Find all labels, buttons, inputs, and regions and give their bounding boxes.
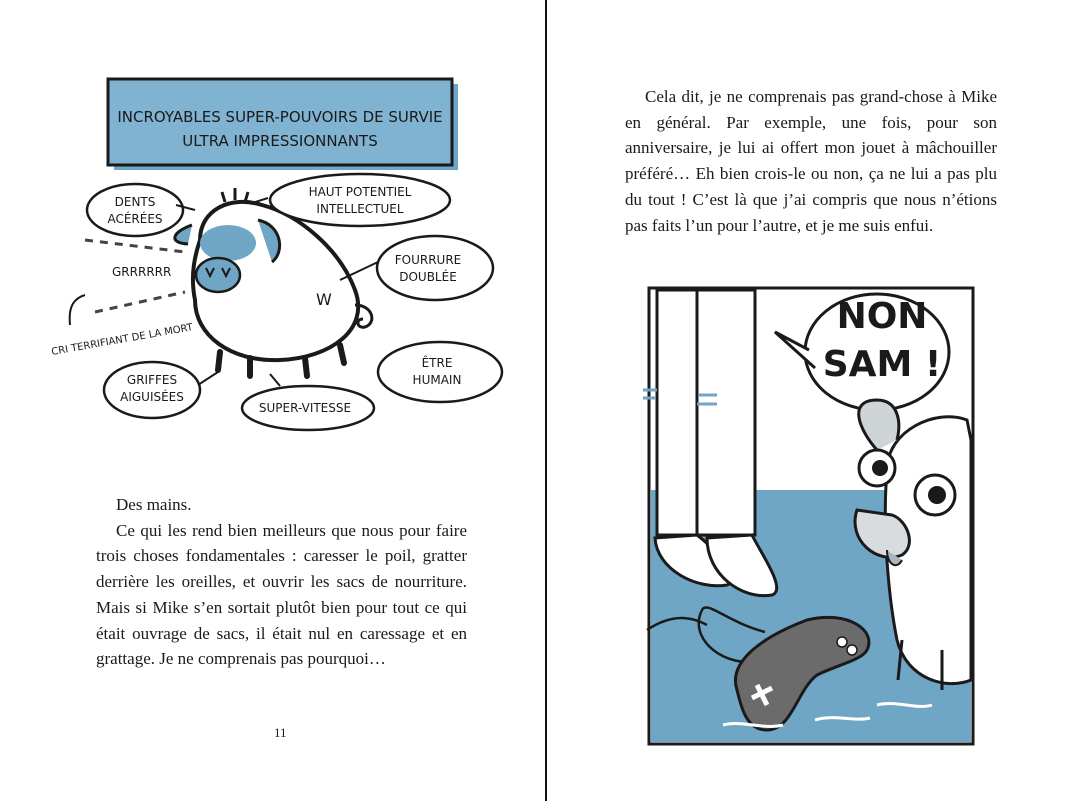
- speech-line2: SAM !: [822, 344, 942, 385]
- svg-text:FOURRURE: FOURRURE: [394, 253, 462, 267]
- label-dents-acerees: [87, 184, 195, 236]
- svg-text:HAUT POTENTIEL: HAUT POTENTIEL: [308, 185, 412, 199]
- svg-text:GRRRRRR: GRRRRRR: [112, 265, 172, 279]
- label-fourrure-doublee: [340, 236, 493, 300]
- paragraph-des-mains: Des mains.: [116, 495, 192, 514]
- illustration-title-line1: INCROYABLES SUPER-POUVOIRS DE SURVIE: [117, 108, 443, 126]
- comic-panel: [547, 280, 1092, 760]
- label-griffes-aiguisees: [104, 362, 218, 418]
- label-etre-humain: [378, 342, 502, 402]
- paragraph-cela-dit: Cela dit, je ne comprenais pas grand-chose à Mike en général. Par exemple, une fois, pour son anniversaire, je lui ai offert mon jouet à mâchouiller préféré… Eh bien crois-le ou non, ça ne lui a pas plu du tout ! C’est là que j’ai compris que nous n’étions pas faits l’un pour l’autre, et je me suis enfui.: [625, 87, 997, 235]
- label-super-vitesse: [242, 374, 374, 430]
- illustration-title-line2: ULTRA IMPRESSIONNANTS: [182, 132, 378, 150]
- svg-text:SUPER-VITESSE: SUPER-VITESSE: [258, 401, 352, 415]
- dog-fur-mark: W: [316, 290, 332, 309]
- right-page-text: [625, 84, 997, 238]
- svg-text:AIGUISÉES: AIGUISÉES: [120, 390, 184, 404]
- svg-text:INTELLECTUEL: INTELLECTUEL: [316, 202, 404, 216]
- label-grrr: [85, 240, 185, 312]
- svg-text:DOUBLÉE: DOUBLÉE: [399, 270, 457, 284]
- page-number: 11: [274, 725, 287, 740]
- svg-text:GRIFFES: GRIFFES: [126, 373, 178, 387]
- svg-text:CRI TERRIFIANT DE LA MORT: CRI TERRIFIANT DE LA MORT: [50, 322, 194, 358]
- left-page-text: [96, 492, 467, 672]
- paragraph-ce-qui: Ce qui les rend bien meilleurs que nous pour faire trois choses fondamentales : caresser le poil, gratter derrière les oreilles, et ouvrir les sacs de nourriture. Mais si Mike s’en sortait plutôt bien pour tout ce qui était ouvrage de sacs, il était nul en caressage et en grattage. Je ne comprenais pas pourquoi…: [96, 520, 467, 669]
- svg-text:ACÉRÉES: ACÉRÉES: [107, 212, 163, 226]
- right-page: [547, 0, 1092, 801]
- superpowers-illustration: [0, 0, 546, 450]
- speech-line1: NON: [836, 296, 928, 337]
- svg-text:HUMAIN: HUMAIN: [412, 373, 462, 387]
- svg-text:DENTS: DENTS: [114, 195, 156, 209]
- svg-text:ÊTRE: ÊTRE: [421, 356, 453, 370]
- label-cri-terrifiant: [51, 295, 195, 358]
